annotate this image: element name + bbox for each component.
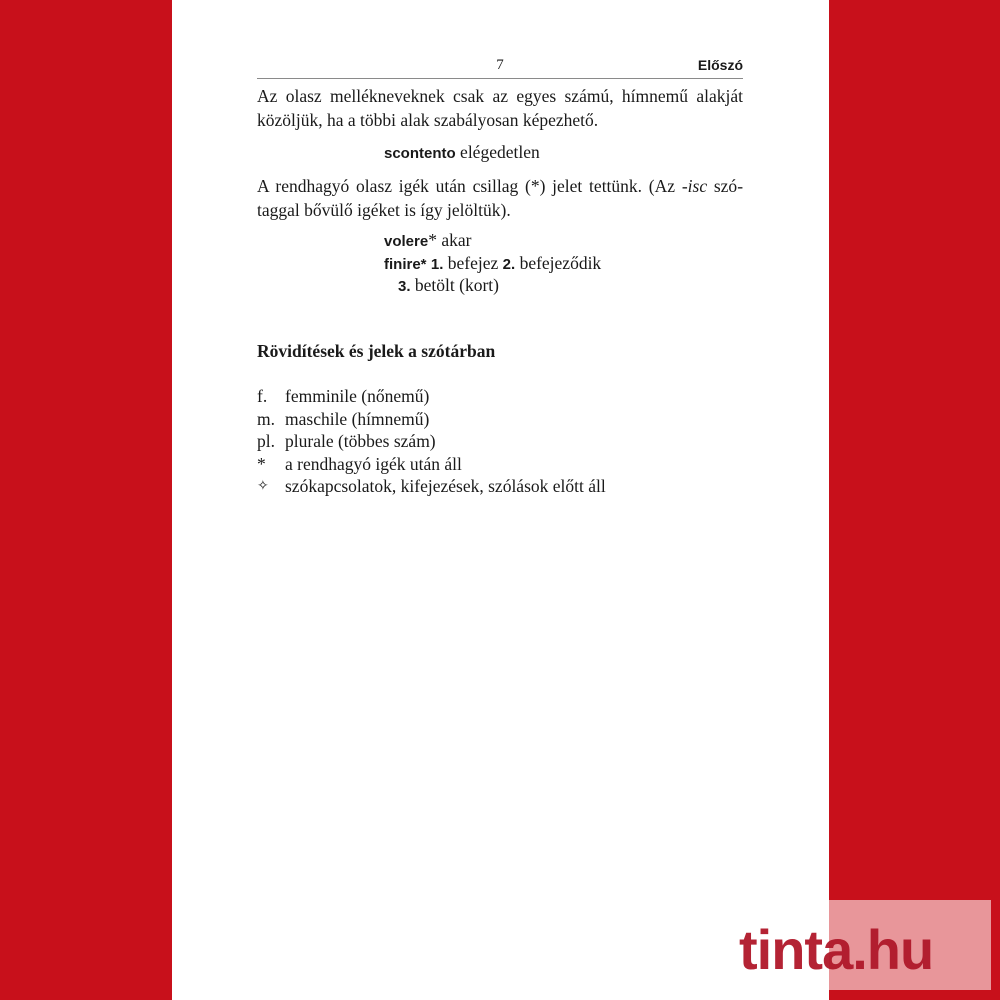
italic-suffix: -isc bbox=[681, 176, 708, 196]
abbreviations-heading: Rövidítések és jelek a szótárban bbox=[257, 341, 496, 361]
paragraph-adjectives: Az olasz mellékneveknek csak az egyes számú, hímnemű alakját közöljük, ha a többi alak szabályosan képezhető. bbox=[257, 86, 743, 130]
sense-number: 1. bbox=[430, 256, 444, 273]
abbr-key: pl. bbox=[257, 431, 275, 451]
sense-gloss: betölt (kort) bbox=[410, 275, 499, 295]
paragraph-irregular-verbs bbox=[257, 174, 743, 222]
example-gloss: akar bbox=[436, 230, 472, 250]
abbr-value: maschile (hímnemű) bbox=[285, 408, 430, 429]
example-verb-finire bbox=[384, 252, 601, 276]
sense-number: 3. bbox=[398, 278, 411, 295]
running-header bbox=[257, 56, 743, 79]
sense-gloss: befejeződik bbox=[515, 253, 602, 273]
diamond-icon: ✧ bbox=[257, 478, 269, 494]
section-title: Előszó bbox=[697, 57, 743, 73]
list-item bbox=[257, 430, 743, 453]
sense-gloss: befejez bbox=[443, 253, 503, 273]
paragraph-text-end: szótaggal bővülő igéket is így jelöltük). bbox=[257, 176, 744, 220]
paragraph-text: A rendhagyó olasz igék után csillag (*) jelet tettünk. (Az bbox=[257, 176, 682, 196]
page-number: 7 bbox=[496, 57, 504, 73]
abbr-key: * bbox=[257, 453, 266, 474]
example-headword: finire* bbox=[384, 256, 427, 273]
abbr-value: femminile (nőnemű) bbox=[285, 386, 430, 406]
abbr-value: plurale (többes szám) bbox=[285, 431, 436, 451]
abbr-value: szókapcsolatok, kifejezések, szólások előtt áll bbox=[285, 476, 606, 496]
example-headword: scontento bbox=[384, 145, 456, 162]
example-verb-volere bbox=[384, 229, 471, 253]
example-headword: volere bbox=[384, 233, 429, 250]
example-gloss: elégedetlen bbox=[460, 142, 540, 162]
abbr-value: a rendhagyó igék után áll bbox=[285, 453, 462, 474]
list-item bbox=[257, 385, 743, 408]
watermark-logo: tinta.hu bbox=[739, 918, 934, 981]
irregular-mark: * bbox=[428, 230, 437, 250]
example-verb-finire-cont bbox=[398, 274, 499, 298]
list-item bbox=[257, 453, 743, 476]
book-page bbox=[172, 0, 829, 1000]
list-item bbox=[257, 475, 743, 498]
abbreviations-list bbox=[257, 385, 743, 498]
abbr-key: m. bbox=[257, 408, 275, 429]
example-adjective bbox=[384, 141, 540, 165]
sense-number: 2. bbox=[502, 256, 516, 273]
abbr-key: f. bbox=[257, 386, 268, 406]
list-item bbox=[257, 408, 743, 431]
